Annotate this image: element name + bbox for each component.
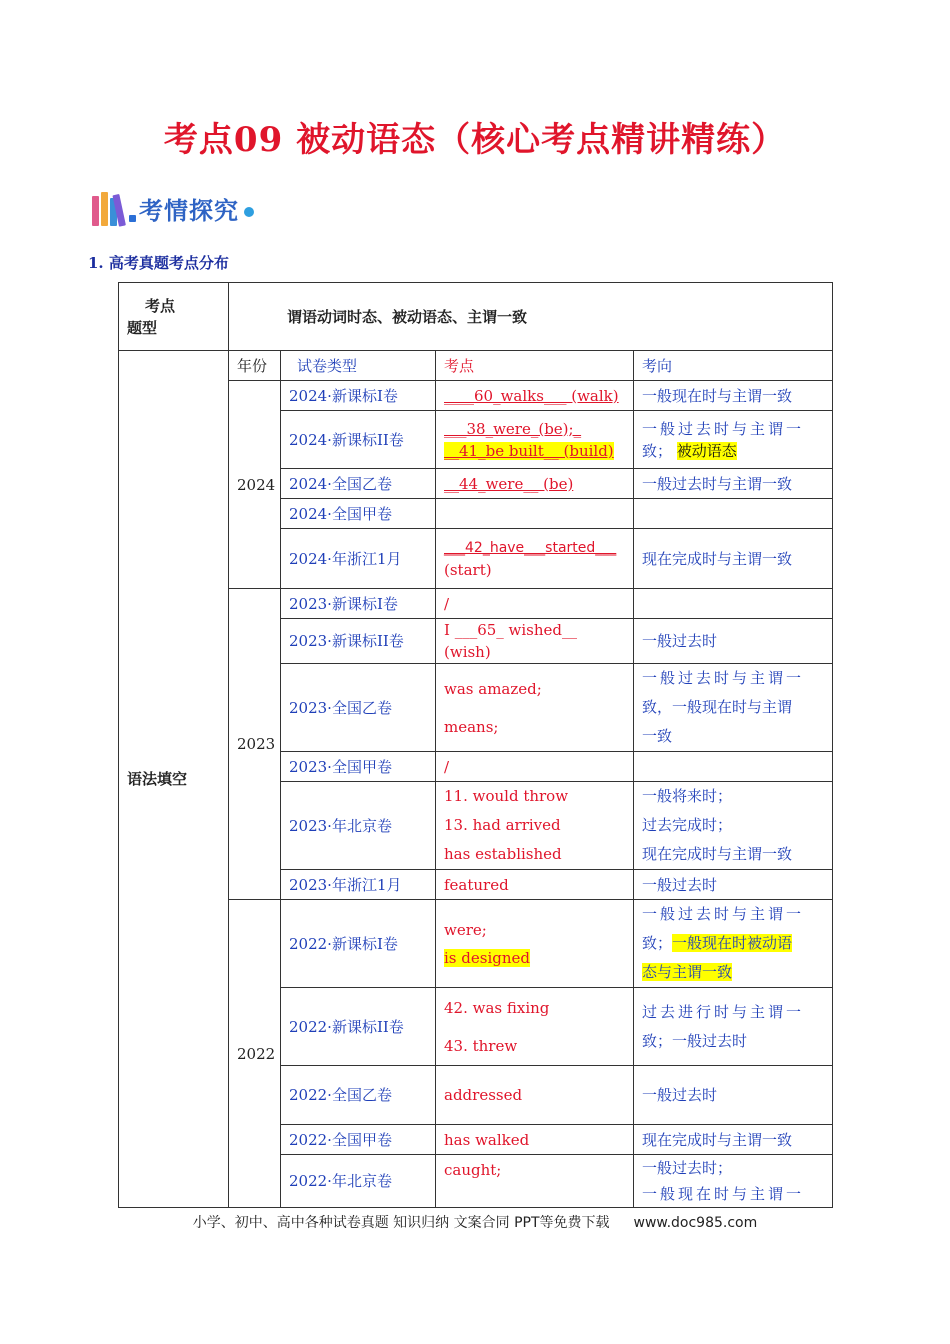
trend-text: 一般将来时； [642, 787, 733, 805]
trend-text: 现在完成时与主谓一致 [642, 845, 793, 863]
corner-top-label: 考点 [145, 296, 176, 315]
header-corner [119, 283, 229, 351]
point-text: (start) [444, 560, 492, 579]
paper-cell: 2022·全国乙卷 [281, 1066, 436, 1125]
paper-cell: 2023·全国甲卷 [281, 752, 436, 782]
trend-text-highlight: 被动语态 [676, 441, 737, 460]
topic-header: 谓语动词时态、被动语态、主谓一致 [229, 283, 833, 351]
year-2023: 2023 [229, 589, 281, 900]
trend-text: 致；一般过去时 [642, 1031, 748, 1050]
point-text: means; [444, 717, 499, 736]
point-text: has established [444, 845, 562, 863]
point-text: 42. was fixing [444, 998, 550, 1017]
page-footer [0, 1212, 950, 1232]
dot-icon [129, 215, 136, 222]
point-text-highlight: is designed [444, 948, 530, 967]
point-cell: addressed [436, 1066, 634, 1125]
point-cell [436, 411, 634, 469]
point-cell [436, 988, 634, 1066]
trend-cell: 现在完成时与主谓一致 [634, 1125, 833, 1155]
paper-cell: 2024·新课标II卷 [281, 411, 436, 469]
trend-cell [634, 988, 833, 1066]
paper-cell: 2023·新课标I卷 [281, 589, 436, 619]
trend-cell [634, 499, 833, 529]
paper-cell: 2024·全国乙卷 [281, 469, 436, 499]
type-label: 语法填空 [119, 351, 229, 1208]
paper-cell: 2023·新课标II卷 [281, 619, 436, 664]
trend-text: 致，一般现在时与主谓 [642, 698, 793, 716]
trend-cell [634, 1155, 833, 1208]
col-header-trend: 考向 [634, 351, 833, 381]
paper-cell: 2023·年北京卷 [281, 782, 436, 870]
trend-cell [634, 900, 833, 988]
trend-cell: 一般过去时 [634, 870, 833, 900]
trend-text: 过去进行时与主谓一 [642, 1002, 805, 1021]
trend-cell: 一般过去时与主谓一致 [634, 469, 833, 499]
year-2024: 2024 [229, 381, 281, 589]
trend-cell: 一般过去时 [634, 1066, 833, 1125]
point-cell: featured [436, 870, 634, 900]
page-title: 考点09 被动语态（核心考点精讲精练） [163, 120, 787, 160]
trend-text: 一般过去时； [642, 1159, 733, 1177]
trend-text: 一般过去时与主谓一 [642, 669, 805, 687]
paper-cell: 2024·新课标I卷 [281, 381, 436, 411]
point-cell [436, 499, 634, 529]
section-banner [92, 188, 254, 228]
paper-cell: 2022·年北京卷 [281, 1155, 436, 1208]
paper-cell: 2024·年浙江1月 [281, 529, 436, 589]
trend-text: 一般过去时与主谓一 [642, 905, 805, 923]
point-cell: I ___65_ wished__ (wish) [436, 619, 634, 664]
point-text: __44_were__ (be) [444, 474, 574, 493]
paper-cell: 2024·全国甲卷 [281, 499, 436, 529]
footer-url[interactable]: www.doc985.com [633, 1215, 758, 1231]
point-cell [436, 529, 634, 589]
point-text: 13. had arrived [444, 816, 561, 834]
trend-cell: 一般过去时 [634, 619, 833, 664]
point-cell: has walked [436, 1125, 634, 1155]
trend-cell [634, 752, 833, 782]
trend-cell [634, 782, 833, 870]
col-header-year: 年份 [229, 351, 281, 381]
point-cell: caught; [436, 1155, 634, 1208]
point-text-highlight: __41_be built__ (build) [444, 441, 614, 460]
trend-cell [634, 664, 833, 752]
trend-cell [634, 589, 833, 619]
trend-text: 致； [642, 934, 673, 952]
point-cell [436, 664, 634, 752]
trend-cell: 一般现在时与主谓一致 [634, 381, 833, 411]
paper-cell: 2022·新课标I卷 [281, 900, 436, 988]
paper-cell: 2023·年浙江1月 [281, 870, 436, 900]
trend-text: 致； [642, 441, 673, 460]
corner-bottom-label: 题型 [127, 318, 158, 337]
point-text: ___38_were_(be);_ [444, 419, 582, 438]
point-text: ____60_walks___ (walk) [444, 386, 619, 405]
exam-table [118, 282, 833, 1208]
trend-text: 一致 [642, 727, 673, 745]
trend-cell: 现在完成时与主谓一致 [634, 529, 833, 589]
point-cell: / [436, 752, 634, 782]
trend-text: 一般现在时与主谓一 [642, 1185, 805, 1203]
paper-cell: 2023·全国乙卷 [281, 664, 436, 752]
circle-icon [244, 207, 254, 217]
point-text: 11. would throw [444, 787, 569, 805]
point-text: ___42_have___started___ [444, 539, 617, 556]
section-heading: 1. 高考真题考点分布 [88, 254, 229, 272]
banner-title: 考情探究 [139, 196, 239, 225]
trend-text: 过去完成时； [642, 816, 733, 834]
trend-cell [634, 411, 833, 469]
point-text: were; [444, 920, 487, 939]
trend-text-highlight: 一般现在时被动语 [672, 934, 793, 952]
year-2022: 2022 [229, 900, 281, 1208]
point-cell [436, 782, 634, 870]
point-text: 43. threw [444, 1036, 518, 1055]
point-cell [436, 900, 634, 988]
point-cell [436, 381, 634, 411]
trend-text: 一般过去时与主谓一 [642, 419, 805, 438]
point-cell: / [436, 589, 634, 619]
footer-text: 小学、初中、高中各种试卷真题 知识归纳 文案合同 PPT等免费下载 [192, 1215, 610, 1231]
point-cell [436, 469, 634, 499]
col-header-point: 考点 [436, 351, 634, 381]
paper-cell: 2022·全国甲卷 [281, 1125, 436, 1155]
col-header-paper: 试卷类型 [281, 351, 436, 381]
books-icon [92, 190, 126, 226]
point-text: was amazed; [444, 679, 542, 698]
paper-cell: 2022·新课标II卷 [281, 988, 436, 1066]
trend-text-highlight: 态与主谓一致 [642, 963, 733, 981]
